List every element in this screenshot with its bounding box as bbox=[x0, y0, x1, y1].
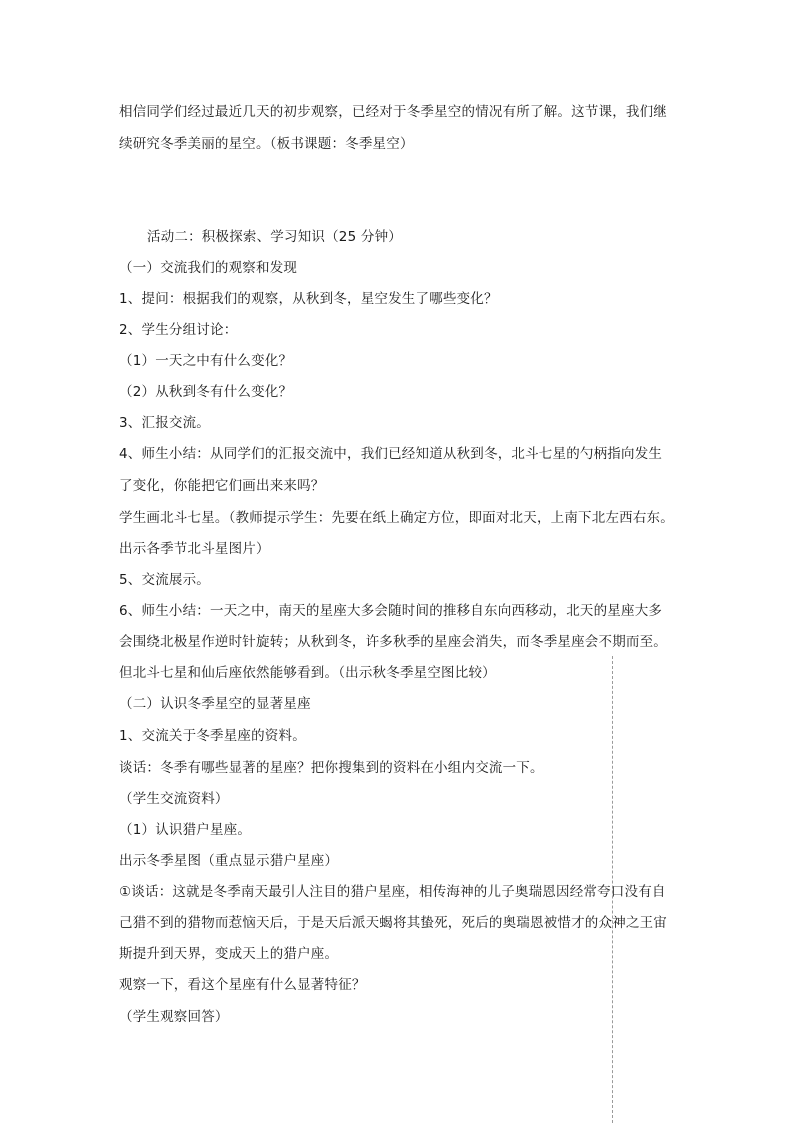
text-line: 相信同学们经过最近几天的初步观察，已经对于冬季星空的情况有所了解。这节课，我们继 bbox=[119, 104, 667, 120]
text-line: 6、师生小结：一天之中，南天的星座大多会随时间的推移自东向西移动，北天的星座大多 bbox=[119, 603, 663, 619]
text-line: 谈话：冬季有哪些显著的星座？把你搜集到的资料在小组内交流一下。 bbox=[119, 760, 544, 776]
text-line: ①谈话：这就是冬季南天最引人注目的猎户星座，相传海神的儿子奥瑞恩因经常夸口没有自 bbox=[119, 884, 666, 900]
text-line: （2）从秋到冬有什么变化？ bbox=[119, 384, 293, 400]
text-line: 己猎不到的猎物而惹恼天后，于是天后派天蝎将其蛰死，死后的奥瑞恩被惜才的众神之王宙 bbox=[119, 915, 667, 931]
text-line: 出示冬季星图（重点显示猎户星座） bbox=[119, 853, 339, 869]
text-line: 续研究冬季美丽的星空。（板书课题：冬季星空） bbox=[119, 136, 414, 152]
text-line: 了变化，你能把它们画出来来吗？ bbox=[119, 478, 325, 494]
text-line: 会围绕北极星作逆时针旋转；从秋到冬，许多秋季的星座会消失，而冬季星座会不期而至。 bbox=[119, 634, 667, 650]
text-line: 斯提升到天界，变成天上的猎户座。 bbox=[119, 946, 339, 962]
section-heading: （一）交流我们的观察和发现 bbox=[119, 260, 298, 276]
activity-heading: 活动二：积极探索、学习知识（25 分钟） bbox=[147, 229, 402, 245]
text-line: 出示各季节北斗星图片） bbox=[119, 541, 270, 557]
text-line: 4、师生小结：从同学们的汇报交流中，我们已经知道从秋到冬，北斗七星的勺柄指向发生 bbox=[119, 446, 663, 462]
text-line: （1）一天之中有什么变化？ bbox=[119, 353, 293, 369]
text-line: 但北斗七星和仙后座依然能够看到。（出示秋冬季星空图比较） bbox=[119, 665, 496, 681]
text-line: 1、交流关于冬季星座的资料。 bbox=[119, 728, 306, 744]
text-line: 1、提问：根据我们的观察，从秋到冬，星空发生了哪些变化？ bbox=[119, 291, 498, 307]
text-line: 2、学生分组讨论： bbox=[119, 322, 238, 338]
text-line: （1）认识猎户星座。 bbox=[119, 822, 252, 838]
section-heading: （二）认识冬季星空的显著星座 bbox=[119, 696, 311, 712]
text-line: 3、汇报交流。 bbox=[119, 415, 210, 431]
margin-guide-line bbox=[612, 656, 613, 1123]
text-line: 观察一下，看这个星座有什么显著特征？ bbox=[119, 977, 366, 993]
text-line: 5、交流展示。 bbox=[119, 572, 210, 588]
text-line: 学生画北斗七星。（教师提示学生：先要在纸上确定方位，即面对北天，上南下北左西右东。 bbox=[119, 510, 674, 526]
text-line: （学生交流资料） bbox=[119, 791, 229, 807]
text-line: （学生观察回答） bbox=[119, 1009, 229, 1025]
